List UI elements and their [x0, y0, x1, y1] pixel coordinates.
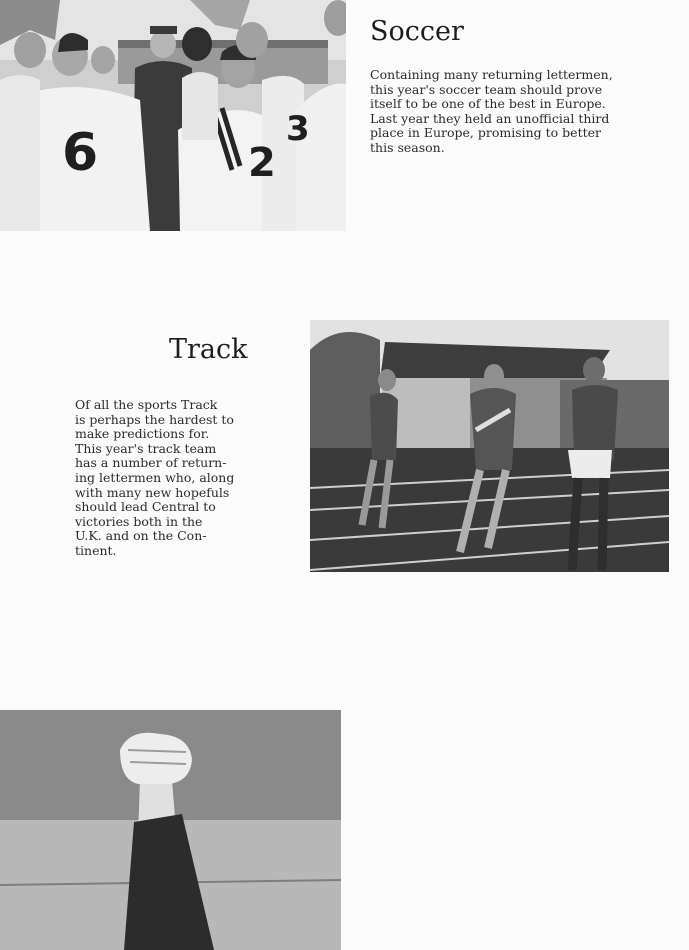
jersey-number-2: 2	[248, 140, 276, 186]
soccer-heading: Soccer	[370, 16, 464, 47]
jersey-number-6: 6	[62, 123, 99, 183]
soccer-line: Last year they held an unofficial third	[370, 110, 610, 126]
track-team-photo	[310, 320, 669, 572]
soccer-line: place in Europe, promising to better	[370, 125, 601, 141]
raised-fist-photo	[0, 710, 341, 950]
soccer-line: itself to be one of the best in Europe.	[370, 96, 606, 112]
soccer-line: Containing many returning lettermen,	[370, 67, 613, 82]
track-line: tinent.	[75, 542, 117, 558]
track-line: with many new hopefuls	[75, 484, 230, 500]
track-heading: Track	[169, 334, 248, 365]
track-line: U.K. and on the Con-	[75, 528, 207, 544]
soccer-line: this year's soccer team should prove	[370, 81, 603, 97]
track-line: Of all the sports Track	[75, 397, 218, 412]
track-line: should lead Central to	[75, 499, 216, 515]
track-paragraph	[75, 398, 234, 559]
track-line: has a number of return-	[75, 455, 227, 471]
track-line: ing lettermen who, along	[75, 469, 235, 485]
track-line: This year's track team	[75, 440, 217, 456]
jersey-number-3: 3	[286, 109, 310, 149]
soccer-team-photo	[0, 0, 346, 231]
soccer-paragraph	[370, 68, 613, 156]
track-line: make predictions for.	[75, 426, 210, 442]
track-line: is perhaps the hardest to	[75, 411, 234, 427]
soccer-line: this season.	[370, 139, 445, 155]
track-line: victories both in the	[75, 513, 203, 529]
